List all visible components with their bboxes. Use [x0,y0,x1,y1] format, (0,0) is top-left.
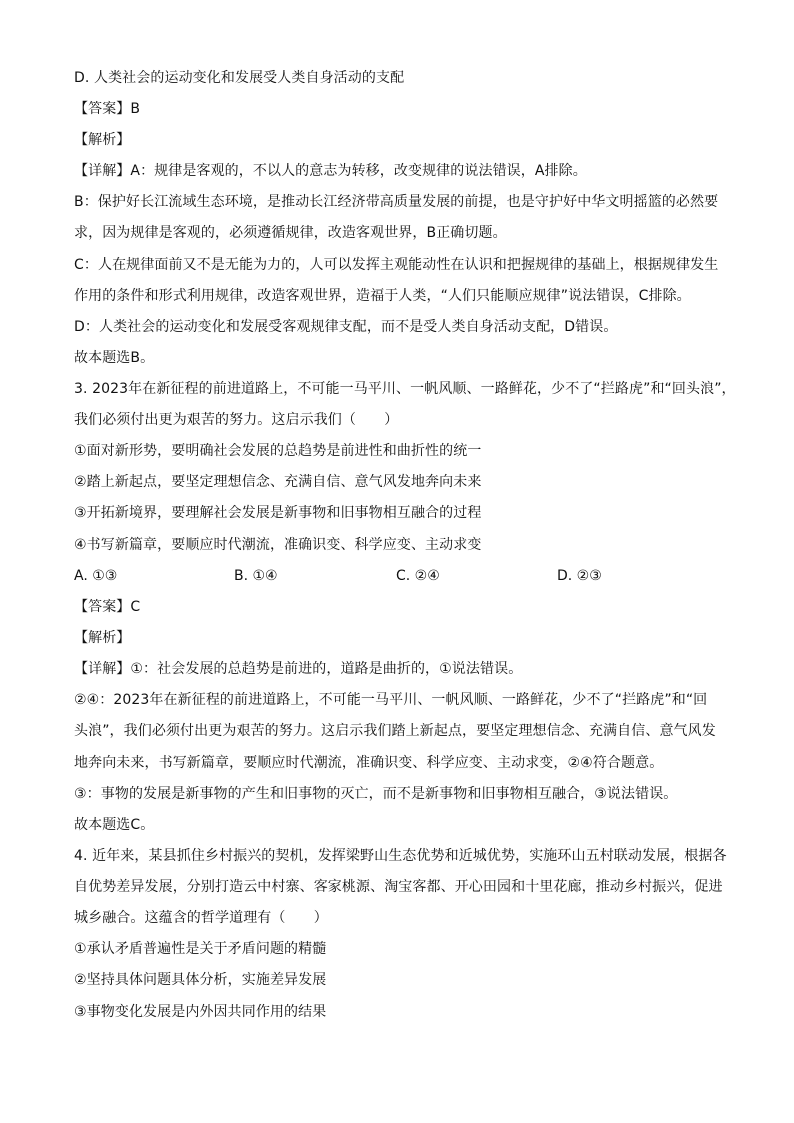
q3-detail-line: 地奔向未来，书写新篇章，要顺应时代潮流，准确识变、科学应变、主动求变，②④符合题意。 [74,755,664,771]
q3-statement: ②踏上新起点，要坚定理想信念、充满自信、意气风发地奔向未来 [74,474,482,490]
q3-statement: ④书写新篇章，要顺应时代潮流，准确识变、科学应变、主动求变 [74,537,482,553]
q3-answer: 【答案】C [74,599,141,615]
q3-option-b: B. ①④ [234,568,278,584]
q3-option-c: C. ②④ [396,568,440,584]
q3-detail-line: 头浪”，我们必须付出更为艰苦的努力。这启示我们踏上新起点，要坚定理想信念、充满自信、意气风发 [74,723,716,739]
q3-detail-line: 【详解】①：社会发展的总趋势是前进的，道路是曲折的，①说法错误。 [74,661,523,677]
q3-stem-line: 3. 2023年在新征程的前进道路上，不可能一马平川、一帆风顺、一路鲜花，少不了“拦路虎”和“回头浪”， [74,381,736,397]
q2-detail-line: D：人类社会的运动变化和发展受客观规律支配，而不是受人类自身活动支配，D错误。 [74,319,618,335]
q3-detail-line: ③：事物的发展是新事物的产生和旧事物的灭亡，而不是新事物和旧事物相互融合，③说法错误。 [74,786,678,802]
q4-stem-line: 4. 近年来，某县抓住乡村振兴的契机，发挥梁野山生态优势和近城优势，实施环山五村联动发展，根据各 [74,848,727,864]
q2-detail-line: 求，因为规律是客观的，必须遵循规律，改造客观世界，B正确切题。 [74,225,507,241]
q4-statement: ①承认矛盾普遍性是关于矛盾问题的精髓 [74,941,327,957]
q2-conclusion: 故本题选B。 [74,350,155,366]
q4-statement: ③事物变化发展是内外因共同作用的结果 [74,1004,327,1020]
q2-answer: 【答案】B [74,101,141,117]
q3-detail-line: ②④：2023年在新征程的前进道路上，不可能一马平川、一帆风顺、一路鲜花，少不了“拦路虎”和“回 [74,692,708,708]
q3-option-a: A. ①③ [74,568,118,584]
q4-stem-line: 自优势差异发展，分别打造云中村寨、客家桃源、淘宝客都、开心田园和十里花廊，推动乡村振兴，促进 [74,879,723,895]
q3-option-d: D. ②③ [557,568,602,584]
q4-stem-line: 城乡融合。这蕴含的哲学道理有（ ） [74,910,328,926]
q4-statement: ②坚持具体问题具体分析，实施差异发展 [74,972,327,988]
q3-statement: ①面对新形势，要明确社会发展的总趋势是前进性和曲折性的统一 [74,443,482,459]
q3-stem-line: 我们必须付出更为艰苦的努力。这启示我们（ ） [74,412,399,428]
q2-detail-line: B：保护好长江流域生态环境，是推动长江经济带高质量发展的前提，也是守护好中华文明摇篮的必然要 [74,194,719,210]
q2-detail-line: C：人在规律面前又不是无能为力的，人可以发挥主观能动性在认识和把握规律的基础上，根据规律发生 [74,257,719,273]
q3-conclusion: 故本题选C。 [74,817,155,833]
q2-option-d: D. 人类社会的运动变化和发展受人类自身活动的支配 [74,70,405,86]
q2-detail-line: 【详解】A：规律是客观的，不以人的意志为转移，改变规律的说法错误，A排除。 [74,163,587,179]
q2-detail-line: 作用的条件和形式利用规律，改造客观世界，造福于人类，“人们只能顺应规律”说法错误，C排除。 [74,288,691,304]
q3-statement: ③开拓新境界，要理解社会发展是新事物和旧事物相互融合的过程 [74,505,482,521]
q2-analysis-heading: 【解析】 [74,132,131,148]
q3-analysis-heading: 【解析】 [74,630,131,646]
